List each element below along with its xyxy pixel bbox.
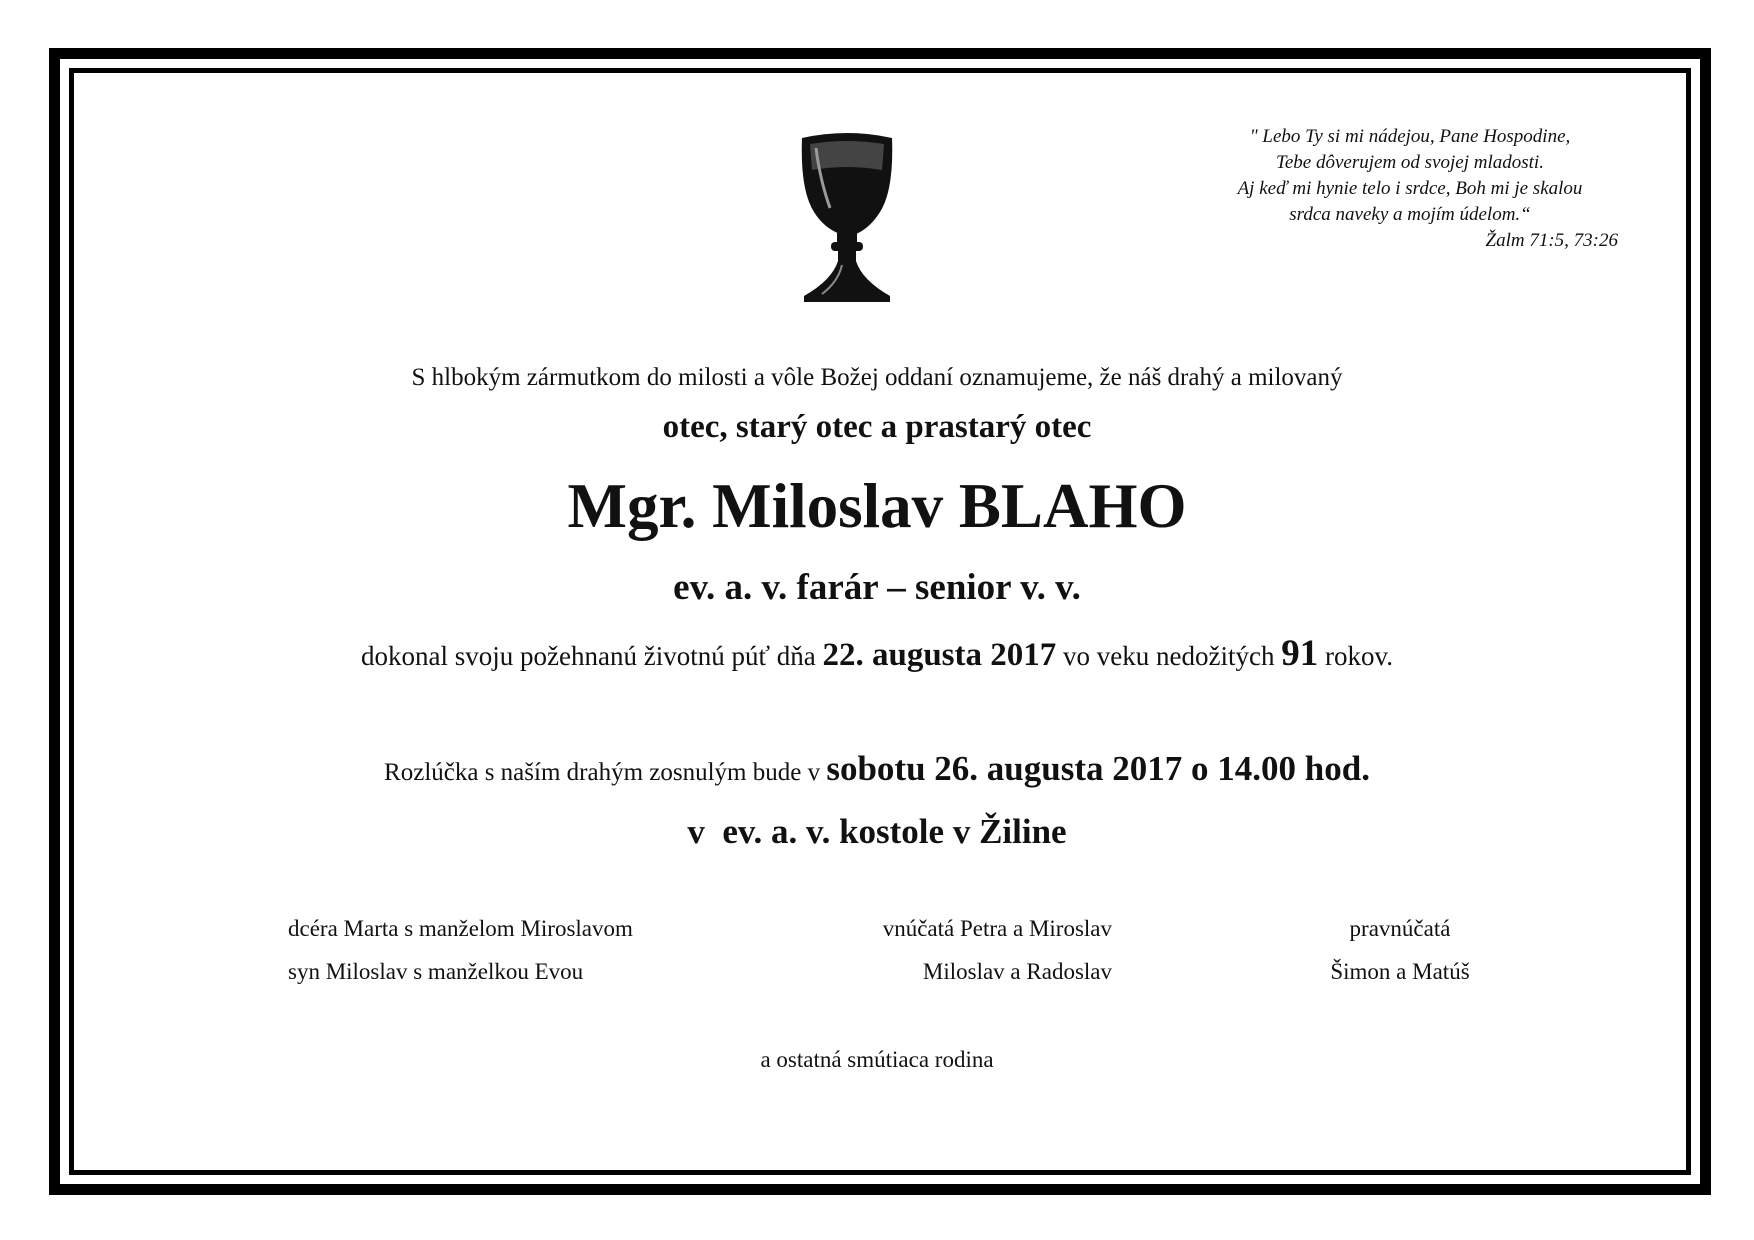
relation-text: otec, starý otec a prastarý otec — [662, 409, 1092, 445]
quote-line: Tebe dôverujem od svojej mladosti. — [1276, 152, 1544, 173]
deceased-name: Mgr. Miloslav BLAHO — [567, 471, 1187, 541]
funeral-text-pre: Rozlúčka s naším drahým zosnulým bude v — [384, 759, 821, 786]
death-text-pre: dokonal svoju požehnanú životnú púť dňa — [361, 641, 816, 671]
intro-text: S hlbokým zármutkom do milosti a vôle Božej oddaní oznamujeme, že náš drahý a milovaný — [411, 364, 1343, 391]
closing-text: a ostatná smútiaca rodina — [760, 1047, 994, 1072]
quote-line: srdca naveky a mojím údelom.“ — [1289, 204, 1531, 225]
age: 91 — [1281, 633, 1319, 674]
death-date: 22. augusta 2017 — [822, 637, 1057, 673]
quote-reference: Žalm 71:5, 73:26 — [1485, 230, 1618, 251]
death-notice — [0, 632, 1754, 675]
chalice-icon — [800, 130, 894, 305]
funeral-datetime: sobotu 26. augusta 2017 o 14.00 hod. — [826, 749, 1370, 788]
funeral-notice — [0, 749, 1754, 789]
family-grandchildren-line: Miloslav a Radoslav — [922, 959, 1112, 984]
quote-line: " Lebo Ty si mi nádejou, Pane Hospodine, — [1249, 126, 1571, 147]
death-text-mid: vo veku nedožitých — [1063, 641, 1275, 671]
family-children-line: dcéra Marta s manželom Miroslavom — [288, 916, 633, 941]
family-children-line: syn Miloslav s manželkou Evou — [288, 959, 584, 984]
deceased-title: ev. a. v. farár – senior v. v. — [673, 567, 1081, 608]
psalm-quote — [1180, 124, 1640, 254]
family-great-grandchildren-label: pravnúčatá — [1349, 916, 1451, 941]
funeral-place: v ev. a. v. kostole v Žiline — [687, 812, 1067, 851]
family-grandchildren-line: vnúčatá Petra a Miroslav — [882, 916, 1112, 941]
death-text-post: rokov. — [1324, 641, 1393, 671]
quote-line: Aj keď mi hynie telo i srdce, Boh mi je skalou — [1237, 178, 1583, 199]
family-great-grandchildren-names: Šimon a Matúš — [1330, 959, 1470, 984]
